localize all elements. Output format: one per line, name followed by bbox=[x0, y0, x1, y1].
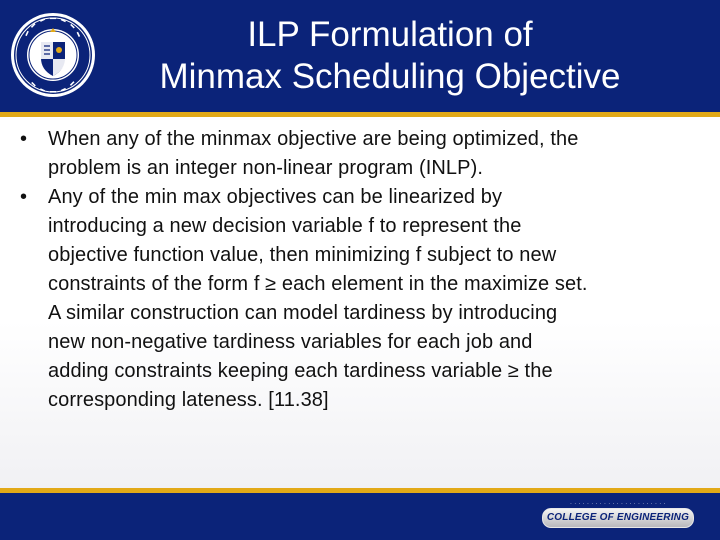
bullet-list bbox=[20, 125, 710, 415]
badge-top-strip: · · · · · · · · · · · · · · · · · · · · · · · bbox=[570, 501, 666, 507]
slide-title-line-2: Minmax Scheduling Objective bbox=[159, 57, 621, 96]
bullet-marker: • bbox=[20, 186, 28, 208]
bullet-line: corresponding lateness. [11.38] bbox=[48, 389, 329, 411]
bullet-item bbox=[20, 183, 710, 415]
college-of-engineering-badge-icon bbox=[540, 501, 696, 529]
university-seal-icon bbox=[10, 12, 96, 98]
bullet-line: new non-negative tardiness variables for each job and bbox=[48, 331, 533, 353]
slide-body bbox=[0, 117, 720, 488]
bullet-line: Any of the min max objectives can be linearized by bbox=[48, 186, 503, 208]
bullet-line: When any of the minmax objective are being optimized, the bbox=[48, 128, 579, 150]
bullet-item bbox=[20, 125, 710, 183]
badge-text: COLLEGE OF ENGINEERING bbox=[546, 512, 690, 523]
bullet-line: objective function value, then minimizing f subject to new bbox=[48, 244, 557, 266]
bullet-line: A similar construction can model tardiness by introducing bbox=[48, 302, 558, 324]
bullet-line: problem is an integer non-linear program (INLP). bbox=[48, 157, 483, 179]
bullet-marker: • bbox=[20, 128, 28, 150]
badge-plate bbox=[542, 508, 694, 528]
slide-title-line-1: ILP Formulation of bbox=[247, 15, 533, 54]
bullet-line: adding constraints keeping each tardiness variable ≥ the bbox=[48, 360, 553, 382]
slide-title bbox=[110, 14, 670, 98]
bullet-line: introducing a new decision variable f to represent the bbox=[48, 215, 522, 237]
bullet-line: constraints of the form f ≥ each element in the maximize set. bbox=[48, 273, 588, 295]
